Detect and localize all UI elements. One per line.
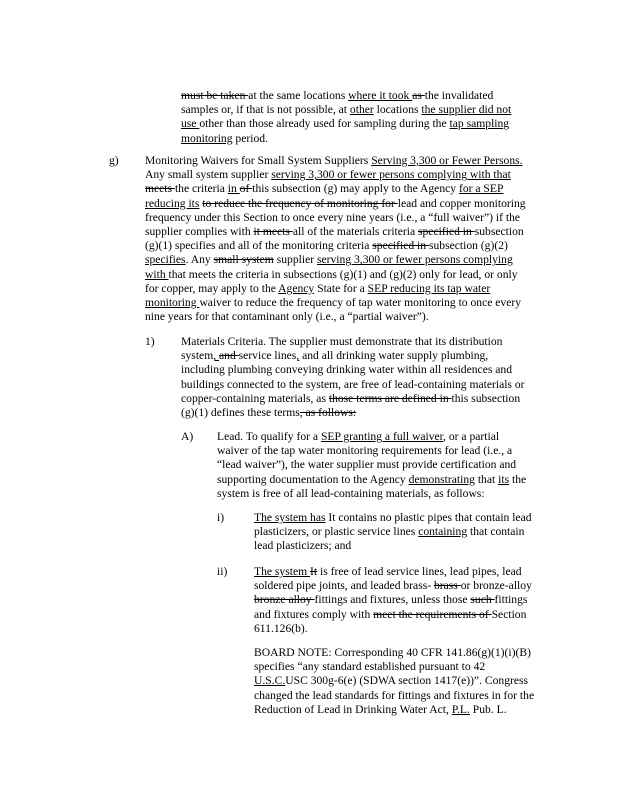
item-i-label: i) <box>217 511 225 524</box>
board-note <box>254 646 534 717</box>
text-line <box>145 197 526 211</box>
text-segment: the criteria <box>174 182 228 196</box>
text-segment: waiver to reduce the frequency of tap water monitoring to once every <box>199 296 522 310</box>
text-segment: (g)(1) defines these terms <box>181 406 300 420</box>
deleted-text: brass <box>433 579 461 593</box>
text-segment: period. <box>232 131 268 145</box>
deleted-text: small system <box>213 253 274 267</box>
text-segment: Reduction of Lead in Drinking Water Act, <box>254 702 452 716</box>
item-1-label: 1) <box>145 335 155 348</box>
item-a-paragraph <box>217 430 526 501</box>
text-segment: all of the materials criteria <box>292 225 419 239</box>
text-line <box>217 473 526 487</box>
text-line <box>181 363 525 377</box>
text-segment: plasticizers, or plastic service lines <box>254 525 419 539</box>
inserted-text: in <box>227 182 240 196</box>
deleted-text: such <box>470 593 495 607</box>
text-line <box>254 689 534 703</box>
deleted-text: meet the requirements of <box>373 607 492 621</box>
item-ii-label: ii) <box>217 565 228 578</box>
inserted-text: Agency <box>278 281 315 295</box>
text-segment: service lines <box>238 349 297 363</box>
text-segment: 611.126(b). <box>254 621 308 635</box>
text-segment: copper-containing materials, as <box>181 391 329 405</box>
text-line <box>145 182 526 196</box>
text-segment: this subsection (g) may apply to the Agency <box>252 182 459 196</box>
text-line <box>145 211 526 225</box>
text-line <box>254 660 534 674</box>
text-segment: and fixtures comply with <box>254 607 374 621</box>
item-ii-paragraph <box>254 565 532 636</box>
text-segment: nine years for that contaminant only (i.e., a “partial waiver”). <box>145 310 429 324</box>
text-segment: Section <box>491 607 527 621</box>
deleted-text: as <box>412 89 425 102</box>
text-line <box>254 565 532 579</box>
text-segment: that meets the criteria in subsections (g)(1) and (g)(2) only for lead, or only <box>168 267 518 281</box>
inserted-text: monitoring <box>181 131 233 145</box>
text-segment: the invalidated <box>424 89 494 102</box>
text-segment: supplier <box>273 253 317 267</box>
inserted-text: Serving 3,300 or Fewer Persons. <box>371 154 523 167</box>
text-segment: supplier complies with <box>145 225 254 239</box>
text-segment: that contain <box>467 525 525 539</box>
inserted-text: its <box>498 472 510 486</box>
text-line <box>181 132 511 146</box>
inserted-text: The system <box>254 565 311 578</box>
text-line <box>254 579 532 593</box>
text-segment: and all drinking water supply plumbing, <box>299 349 489 363</box>
text-segment: including plumbing conveying drinking water within all residences and <box>181 363 512 377</box>
inserted-text: the supplier did not <box>421 103 512 117</box>
text-segment: samples or, if that is not possible, at <box>181 103 350 117</box>
inserted-text: P.L. <box>451 702 470 716</box>
item-1-paragraph <box>181 335 525 420</box>
deleted-text: those terms are defined in <box>328 391 452 405</box>
text-segment: Lead. To qualify for a <box>217 430 321 443</box>
text-segment: It contains no plastic pipes that contain lead <box>325 511 532 524</box>
deleted-text: to reduce the frequency of monitoring for <box>202 196 398 210</box>
inserted-text: for a SEP <box>458 182 504 196</box>
text-line <box>254 525 532 539</box>
inserted-text: demonstrating <box>408 472 475 486</box>
inserted-text: The system has <box>254 511 326 524</box>
deleted-text: of <box>239 182 253 196</box>
inserted-text: where it took <box>348 89 413 102</box>
text-line <box>181 378 525 392</box>
text-segment: fittings <box>494 593 528 607</box>
inserted-text: with <box>145 267 169 281</box>
text-line <box>145 282 526 296</box>
inserted-text: U.S.C. <box>254 674 286 688</box>
continuation-paragraph <box>181 89 511 146</box>
deleted-text: and <box>219 349 239 363</box>
inserted-text: other <box>349 103 374 117</box>
text-line <box>145 268 526 282</box>
text-segment: subsection (g)(2) <box>428 239 508 253</box>
item-i-paragraph <box>254 511 532 554</box>
deleted-text: specified in <box>418 225 475 239</box>
text-line <box>145 225 526 239</box>
text-line <box>254 703 534 717</box>
text-segment: that <box>474 472 499 486</box>
text-segment: lead and copper monitoring <box>397 196 526 210</box>
inserted-text: use <box>181 117 200 131</box>
text-segment: system <box>181 349 214 363</box>
text-line <box>217 458 526 472</box>
text-line <box>181 406 525 420</box>
text-segment: Materials Criteria. The supplier must demonstrate that its distribution <box>181 335 503 348</box>
deleted-text: specified in <box>372 239 429 253</box>
text-line <box>145 253 526 267</box>
inserted-text: specifies <box>145 253 186 267</box>
text-line <box>217 430 526 444</box>
text-segment: system is free of all lead-containing materials, as follows: <box>217 486 485 500</box>
text-segment: locations <box>373 103 422 117</box>
text-segment: subsection <box>474 225 524 239</box>
text-line <box>217 487 526 501</box>
text-segment: for copper, may apply to the <box>145 281 279 295</box>
inserted-text: , <box>296 349 300 363</box>
item-a-label: A) <box>181 430 194 443</box>
text-segment: at the same locations <box>248 89 349 102</box>
text-segment: . Any <box>185 253 214 267</box>
text-segment: supporting documentation to the Agency <box>217 472 409 486</box>
deleted-text: bronze alloy <box>254 593 315 607</box>
text-segment: frequency under this Section to once every nine years (i.e., a “full waiver”) if the <box>145 210 521 224</box>
inserted-text: reducing its <box>145 196 200 210</box>
text-segment: Any small system supplier <box>145 168 272 182</box>
text-line <box>254 674 534 688</box>
text-line <box>254 608 532 622</box>
inserted-text: containing <box>418 525 468 539</box>
text-segment: Monitoring Waivers for Small System Suppliers <box>145 154 372 167</box>
text-line <box>181 392 525 406</box>
text-line <box>145 310 526 324</box>
text-segment: other than those already used for sampling during the <box>199 117 450 131</box>
text-segment: or bronze-alloy <box>460 579 532 593</box>
text-segment: is free of lead service lines, lead pipes, lead <box>317 565 522 578</box>
deleted-text: , as follows: <box>299 406 357 420</box>
text-line <box>181 103 511 117</box>
text-line <box>181 349 525 363</box>
text-segment: BOARD NOTE: Corresponding 40 CFR 141.86(g)(1)(i)(B) <box>254 646 531 659</box>
inserted-text: tap sampling <box>449 117 510 131</box>
text-segment: lead plasticizers; and <box>254 539 352 553</box>
deleted-text: meets <box>145 182 175 196</box>
inserted-text: SEP granting a full waiver <box>320 430 444 443</box>
text-line <box>254 539 532 553</box>
text-segment: buildings connected to the system, are free of lead-containing materials or <box>181 377 525 391</box>
text-line <box>217 444 526 458</box>
text-segment: soldered pipe joints, and leaded brass- <box>254 579 434 593</box>
text-line <box>145 239 526 253</box>
section-g-label: g) <box>109 154 119 167</box>
text-segment: , or a partial <box>443 430 500 443</box>
text-segment: the <box>509 472 527 486</box>
text-segment: waiver of the tap water monitoring requirements for lead (i.e., a <box>217 444 513 458</box>
text-line <box>145 296 526 310</box>
text-segment: “lead waiver”), the water supplier must provide certification and <box>217 458 517 472</box>
text-line <box>181 117 511 131</box>
inserted-text: serving 3,300 or fewer persons complying with that <box>271 168 511 182</box>
text-segment: specifies “any standard established pursuant to 42 <box>254 660 486 674</box>
inserted-text: , <box>213 349 220 363</box>
text-line <box>254 593 532 607</box>
text-segment: this subsection <box>451 391 521 405</box>
deleted-text: must be taken <box>181 89 249 102</box>
inserted-text: SEP reducing its tap water <box>367 281 491 295</box>
text-segment: Pub. L. <box>469 702 507 716</box>
text-line <box>181 335 525 349</box>
text-segment: changed the lead standards for fittings and fixtures in for the <box>254 688 535 702</box>
inserted-text: monitoring <box>145 296 200 310</box>
deleted-text: it meets <box>253 225 293 239</box>
text-segment: USC 300g-6(e) (SDWA section 1417(e))”. Congress <box>285 674 529 688</box>
text-line <box>254 622 532 636</box>
inserted-text: serving 3,300 or fewer persons complying <box>316 253 513 267</box>
text-line <box>181 89 511 103</box>
text-segment: State for a <box>314 281 368 295</box>
text-line <box>254 646 534 660</box>
deleted-text: It <box>310 565 318 578</box>
text-segment: (g)(1) specifies and all of the monitoring criteria <box>145 239 373 253</box>
section-g-paragraph <box>145 154 526 324</box>
text-line <box>145 168 526 182</box>
text-segment: fittings and fixtures, unless those <box>314 593 471 607</box>
text-line <box>254 511 532 525</box>
text-line <box>145 154 526 168</box>
